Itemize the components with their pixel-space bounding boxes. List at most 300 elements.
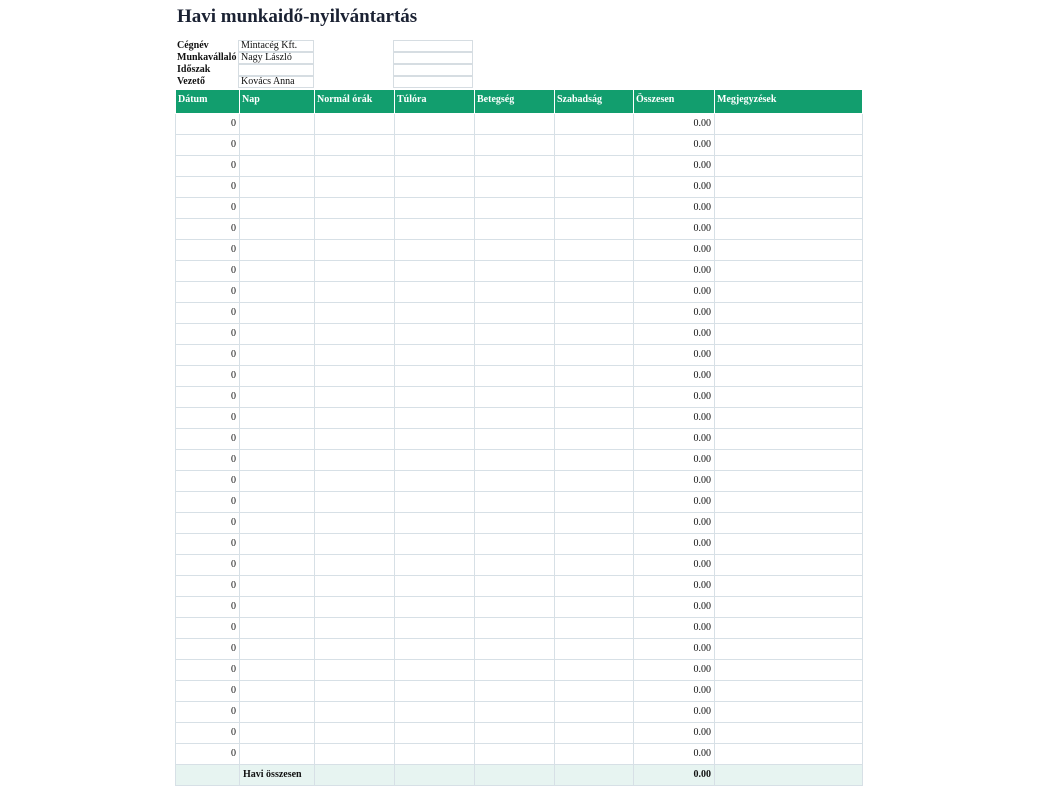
cell-sick-leave[interactable] [475,449,555,470]
cell-overtime[interactable] [395,449,475,470]
cell-sick-leave[interactable] [475,281,555,302]
page-title: Havi munkaidő-nyilvántartás [177,6,418,27]
cell-sick-leave[interactable] [475,491,555,512]
cell-sick-leave[interactable] [475,512,555,533]
cell-day[interactable] [240,134,315,155]
cell-day[interactable] [240,680,315,701]
cell-notes[interactable] [715,491,863,512]
manager-extra-cell[interactable] [393,76,473,88]
cell-vacation[interactable] [555,134,634,155]
cell-day[interactable] [240,722,315,743]
cell-notes[interactable] [715,701,863,722]
cell-day[interactable] [240,344,315,365]
cell-notes[interactable] [715,470,863,491]
cell-sick-leave[interactable] [475,659,555,680]
cell-sick-leave[interactable] [475,701,555,722]
cell-notes[interactable] [715,113,863,134]
cell-sick-leave[interactable] [475,176,555,197]
cell-regular-hours[interactable] [315,344,395,365]
cell-overtime[interactable] [395,323,475,344]
cell-sick-leave[interactable] [475,365,555,386]
cell-total[interactable]: 0.00 [634,113,715,134]
cell-vacation[interactable] [555,428,634,449]
cell-sick-leave[interactable] [475,638,555,659]
cell-overtime[interactable] [395,365,475,386]
employee-name-field[interactable]: Nagy László [238,52,314,64]
column-header-date: Dátum [176,90,240,113]
company-name-field[interactable]: Mintacég Kft. [238,40,314,52]
cell-vacation[interactable] [555,407,634,428]
cell-total[interactable]: 0.00 [634,428,715,449]
cell-regular-hours[interactable] [315,302,395,323]
cell-sick-leave[interactable] [475,155,555,176]
cell-notes[interactable] [715,323,863,344]
cell-regular-hours[interactable] [315,638,395,659]
cell-total[interactable]: 0.00 [634,197,715,218]
cell-regular-hours[interactable] [315,575,395,596]
cell-overtime[interactable] [395,344,475,365]
cell-day[interactable] [240,554,315,575]
cell-sick-leave[interactable] [475,617,555,638]
cell-day[interactable] [240,323,315,344]
table-header-row [176,90,863,113]
cell-regular-hours[interactable] [315,533,395,554]
cell-overtime[interactable] [395,638,475,659]
cell-date[interactable]: 0 [176,386,240,407]
table-row [176,155,863,176]
table-row [176,743,863,764]
cell-day[interactable] [240,701,315,722]
cell-overtime[interactable] [395,407,475,428]
cell-total[interactable]: 0.00 [634,407,715,428]
cell-sick-leave[interactable] [475,554,555,575]
summary-cell-vacation [555,764,634,785]
cell-day[interactable] [240,197,315,218]
cell-day[interactable] [240,281,315,302]
cell-vacation[interactable] [555,722,634,743]
cell-day[interactable] [240,239,315,260]
cell-overtime[interactable] [395,281,475,302]
cell-regular-hours[interactable] [315,722,395,743]
cell-vacation[interactable] [555,596,634,617]
cell-date[interactable]: 0 [176,155,240,176]
cell-sick-leave[interactable] [475,722,555,743]
cell-date[interactable]: 0 [176,281,240,302]
table-row [176,575,863,596]
cell-notes[interactable] [715,596,863,617]
table-row [176,197,863,218]
cell-day[interactable] [240,218,315,239]
cell-regular-hours[interactable] [315,596,395,617]
cell-sick-leave[interactable] [475,239,555,260]
cell-vacation[interactable] [555,323,634,344]
table-row [176,134,863,155]
cell-date[interactable]: 0 [176,197,240,218]
cell-sick-leave[interactable] [475,302,555,323]
cell-vacation[interactable] [555,491,634,512]
cell-day[interactable] [240,533,315,554]
cell-total[interactable]: 0.00 [634,722,715,743]
cell-vacation[interactable] [555,113,634,134]
cell-regular-hours[interactable] [315,260,395,281]
cell-total[interactable]: 0.00 [634,701,715,722]
cell-day[interactable] [240,386,315,407]
cell-overtime[interactable] [395,260,475,281]
cell-overtime[interactable] [395,155,475,176]
cell-vacation[interactable] [555,575,634,596]
cell-total[interactable]: 0.00 [634,281,715,302]
cell-notes[interactable] [715,260,863,281]
cell-overtime[interactable] [395,134,475,155]
cell-total[interactable]: 0.00 [634,638,715,659]
cell-regular-hours[interactable] [315,176,395,197]
cell-vacation[interactable] [555,554,634,575]
column-header-total: Összesen [634,90,715,113]
cell-overtime[interactable] [395,512,475,533]
cell-vacation[interactable] [555,638,634,659]
cell-date[interactable]: 0 [176,344,240,365]
cell-date[interactable]: 0 [176,323,240,344]
cell-overtime[interactable] [395,386,475,407]
cell-notes[interactable] [715,239,863,260]
cell-sick-leave[interactable] [475,113,555,134]
table-row [176,176,863,197]
manager-field[interactable]: Kovács Anna [238,76,314,88]
cell-date[interactable]: 0 [176,449,240,470]
cell-overtime[interactable] [395,680,475,701]
cell-notes[interactable] [715,218,863,239]
cell-sick-leave[interactable] [475,743,555,764]
cell-vacation[interactable] [555,449,634,470]
cell-overtime[interactable] [395,659,475,680]
cell-date[interactable]: 0 [176,680,240,701]
summary-cell-regular-hours [315,764,395,785]
cell-sick-leave[interactable] [475,596,555,617]
cell-regular-hours[interactable] [315,197,395,218]
table-row [176,113,863,134]
cell-total[interactable]: 0.00 [634,575,715,596]
cell-regular-hours[interactable] [315,449,395,470]
cell-day[interactable] [240,470,315,491]
cell-overtime[interactable] [395,197,475,218]
summary-cell-notes [715,764,863,785]
cell-date[interactable]: 0 [176,617,240,638]
cell-sick-leave[interactable] [475,197,555,218]
cell-date[interactable]: 0 [176,428,240,449]
cell-vacation[interactable] [555,701,634,722]
cell-day[interactable] [240,512,315,533]
cell-notes[interactable] [715,722,863,743]
cell-regular-hours[interactable] [315,239,395,260]
table-row [176,596,863,617]
cell-vacation[interactable] [555,617,634,638]
table-row [176,218,863,239]
cell-total[interactable]: 0.00 [634,134,715,155]
cell-sick-leave[interactable] [475,470,555,491]
cell-regular-hours[interactable] [315,365,395,386]
period-field[interactable] [238,64,314,76]
cell-vacation[interactable] [555,197,634,218]
cell-vacation[interactable] [555,386,634,407]
cell-date[interactable]: 0 [176,491,240,512]
cell-regular-hours[interactable] [315,680,395,701]
cell-sick-leave[interactable] [475,575,555,596]
cell-date[interactable]: 0 [176,407,240,428]
cell-vacation[interactable] [555,218,634,239]
cell-total[interactable]: 0.00 [634,260,715,281]
cell-notes[interactable] [715,512,863,533]
cell-overtime[interactable] [395,113,475,134]
cell-sick-leave[interactable] [475,260,555,281]
cell-sick-leave[interactable] [475,680,555,701]
cell-regular-hours[interactable] [315,323,395,344]
column-header-notes: Megjegyzések [715,90,863,113]
table-row [176,260,863,281]
cell-date[interactable]: 0 [176,239,240,260]
column-header-vacation: Szabadság [555,90,634,113]
cell-day[interactable] [240,617,315,638]
cell-total[interactable]: 0.00 [634,659,715,680]
cell-vacation[interactable] [555,533,634,554]
cell-total[interactable]: 0.00 [634,617,715,638]
column-header-day: Nap [240,90,315,113]
cell-total[interactable]: 0.00 [634,344,715,365]
cell-total[interactable]: 0.00 [634,491,715,512]
cell-sick-leave[interactable] [475,323,555,344]
cell-day[interactable] [240,302,315,323]
employee-name-extra-cell[interactable] [393,52,473,64]
cell-notes[interactable] [715,302,863,323]
company-name-extra-cell[interactable] [393,40,473,52]
cell-vacation[interactable] [555,470,634,491]
cell-sick-leave[interactable] [475,218,555,239]
cell-regular-hours[interactable] [315,155,395,176]
cell-notes[interactable] [715,533,863,554]
column-header-sick-leave: Betegség [475,90,555,113]
cell-sick-leave[interactable] [475,428,555,449]
cell-notes[interactable] [715,743,863,764]
cell-notes[interactable] [715,176,863,197]
table-row [176,533,863,554]
cell-date[interactable]: 0 [176,575,240,596]
table-row [176,323,863,344]
cell-day[interactable] [240,113,315,134]
cell-total[interactable]: 0.00 [634,596,715,617]
table-row [176,638,863,659]
cell-total[interactable]: 0.00 [634,302,715,323]
cell-regular-hours[interactable] [315,617,395,638]
cell-vacation[interactable] [555,239,634,260]
cell-vacation[interactable] [555,260,634,281]
cell-date[interactable]: 0 [176,659,240,680]
cell-overtime[interactable] [395,554,475,575]
cell-overtime[interactable] [395,428,475,449]
cell-regular-hours[interactable] [315,428,395,449]
cell-notes[interactable] [715,554,863,575]
summary-cell-day: Havi összesen [240,764,315,785]
cell-notes[interactable] [715,344,863,365]
table-row [176,659,863,680]
cell-overtime[interactable] [395,176,475,197]
cell-sick-leave[interactable] [475,386,555,407]
cell-day[interactable] [240,491,315,512]
cell-regular-hours[interactable] [315,470,395,491]
cell-day[interactable] [240,407,315,428]
cell-regular-hours[interactable] [315,554,395,575]
cell-day[interactable] [240,365,315,386]
cell-date[interactable]: 0 [176,701,240,722]
table-row [176,617,863,638]
cell-total[interactable]: 0.00 [634,449,715,470]
cell-regular-hours[interactable] [315,134,395,155]
cell-notes[interactable] [715,386,863,407]
summary-cell-total: 0.00 [634,764,715,785]
cell-total[interactable]: 0.00 [634,680,715,701]
table-row [176,701,863,722]
summary-row [176,764,863,785]
table-row [176,365,863,386]
cell-date[interactable]: 0 [176,113,240,134]
cell-day[interactable] [240,638,315,659]
cell-notes[interactable] [715,365,863,386]
cell-vacation[interactable] [555,176,634,197]
cell-vacation[interactable] [555,281,634,302]
table-row [176,722,863,743]
cell-total[interactable]: 0.00 [634,155,715,176]
cell-total[interactable]: 0.00 [634,554,715,575]
cell-vacation[interactable] [555,659,634,680]
cell-day[interactable] [240,596,315,617]
table-row [176,239,863,260]
cell-day[interactable] [240,743,315,764]
cell-regular-hours[interactable] [315,743,395,764]
cell-notes[interactable] [715,638,863,659]
cell-notes[interactable] [715,197,863,218]
cell-regular-hours[interactable] [315,407,395,428]
cell-overtime[interactable] [395,617,475,638]
cell-overtime[interactable] [395,533,475,554]
period-extra-cell[interactable] [393,64,473,76]
column-header-overtime: Túlóra [395,90,475,113]
cell-vacation[interactable] [555,302,634,323]
cell-total[interactable]: 0.00 [634,239,715,260]
cell-vacation[interactable] [555,680,634,701]
cell-date[interactable]: 0 [176,638,240,659]
cell-notes[interactable] [715,281,863,302]
cell-overtime[interactable] [395,575,475,596]
cell-regular-hours[interactable] [315,113,395,134]
cell-day[interactable] [240,176,315,197]
cell-overtime[interactable] [395,722,475,743]
summary-cell-sick-leave [475,764,555,785]
cell-notes[interactable] [715,407,863,428]
column-header-regular-hours: Normál órák [315,90,395,113]
cell-overtime[interactable] [395,302,475,323]
cell-sick-leave[interactable] [475,344,555,365]
cell-day[interactable] [240,260,315,281]
cell-total[interactable]: 0.00 [634,470,715,491]
cell-overtime[interactable] [395,491,475,512]
cell-date[interactable]: 0 [176,743,240,764]
cell-regular-hours[interactable] [315,281,395,302]
cell-sick-leave[interactable] [475,533,555,554]
cell-date[interactable]: 0 [176,533,240,554]
cell-total[interactable]: 0.00 [634,533,715,554]
cell-total[interactable]: 0.00 [634,386,715,407]
cell-day[interactable] [240,428,315,449]
cell-date[interactable]: 0 [176,218,240,239]
cell-sick-leave[interactable] [475,134,555,155]
cell-regular-hours[interactable] [315,386,395,407]
cell-vacation[interactable] [555,743,634,764]
table-row [176,680,863,701]
cell-notes[interactable] [715,155,863,176]
cell-regular-hours[interactable] [315,218,395,239]
cell-regular-hours[interactable] [315,512,395,533]
cell-total[interactable]: 0.00 [634,743,715,764]
manager-label: Vezető [177,76,205,87]
cell-notes[interactable] [715,617,863,638]
table-row [176,449,863,470]
cell-notes[interactable] [715,134,863,155]
cell-day[interactable] [240,659,315,680]
cell-regular-hours[interactable] [315,491,395,512]
cell-overtime[interactable] [395,701,475,722]
cell-vacation[interactable] [555,155,634,176]
cell-vacation[interactable] [555,344,634,365]
cell-date[interactable]: 0 [176,260,240,281]
cell-date[interactable]: 0 [176,554,240,575]
cell-day[interactable] [240,449,315,470]
cell-regular-hours[interactable] [315,659,395,680]
cell-total[interactable]: 0.00 [634,365,715,386]
cell-day[interactable] [240,575,315,596]
cell-notes[interactable] [715,449,863,470]
cell-day[interactable] [240,155,315,176]
cell-date[interactable]: 0 [176,596,240,617]
cell-vacation[interactable] [555,512,634,533]
cell-overtime[interactable] [395,743,475,764]
cell-overtime[interactable] [395,239,475,260]
cell-total[interactable]: 0.00 [634,218,715,239]
cell-total[interactable]: 0.00 [634,323,715,344]
cell-notes[interactable] [715,680,863,701]
table-row [176,512,863,533]
cell-date[interactable]: 0 [176,512,240,533]
cell-date[interactable]: 0 [176,470,240,491]
cell-vacation[interactable] [555,365,634,386]
cell-sick-leave[interactable] [475,407,555,428]
table-row [176,281,863,302]
cell-notes[interactable] [715,659,863,680]
table-row [176,302,863,323]
cell-date[interactable]: 0 [176,302,240,323]
cell-total[interactable]: 0.00 [634,176,715,197]
cell-overtime[interactable] [395,596,475,617]
cell-notes[interactable] [715,428,863,449]
cell-regular-hours[interactable] [315,701,395,722]
cell-date[interactable]: 0 [176,365,240,386]
cell-overtime[interactable] [395,470,475,491]
cell-date[interactable]: 0 [176,176,240,197]
cell-date[interactable]: 0 [176,134,240,155]
cell-date[interactable]: 0 [176,722,240,743]
cell-notes[interactable] [715,575,863,596]
cell-overtime[interactable] [395,218,475,239]
company-name-label: Cégnév [177,40,209,51]
employee-name-label: Munkavállaló [177,52,237,63]
cell-total[interactable]: 0.00 [634,512,715,533]
